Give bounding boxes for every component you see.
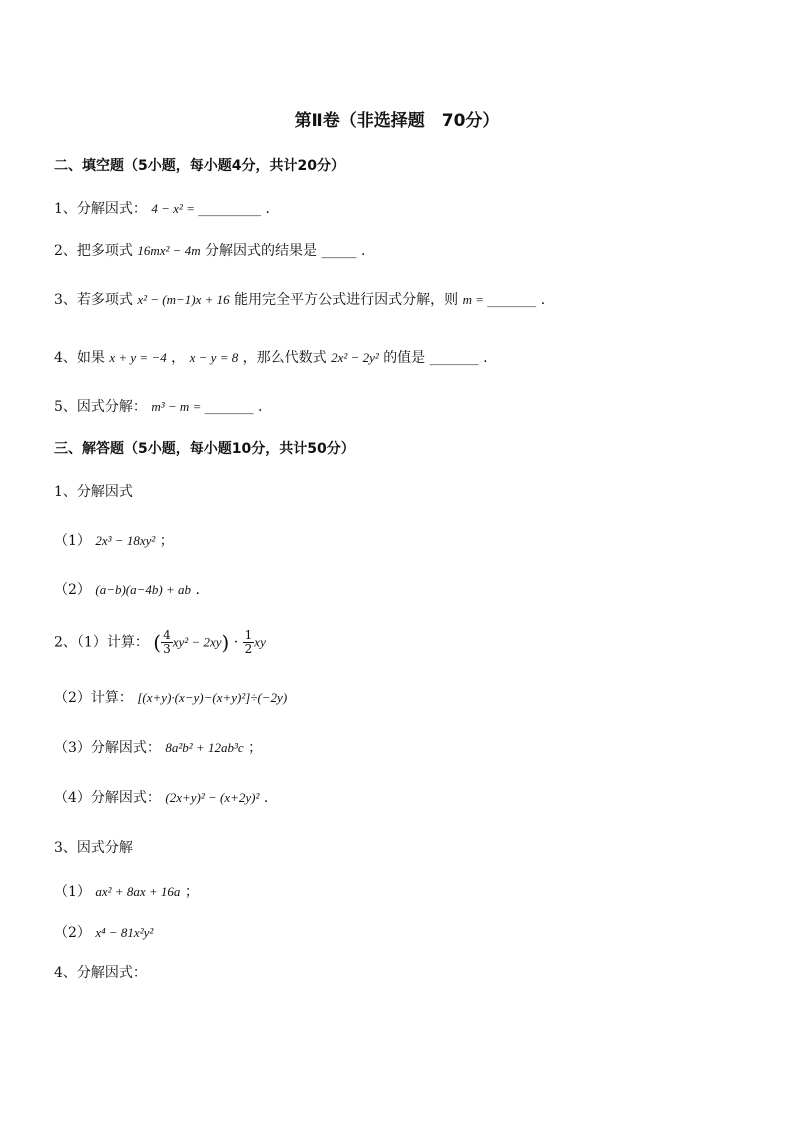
end-mark: ； bbox=[248, 740, 263, 756]
end-mark: . bbox=[195, 582, 200, 598]
left-paren: ( bbox=[153, 630, 162, 655]
part-label: （2） bbox=[54, 582, 91, 598]
end-mark: ； bbox=[159, 533, 174, 549]
fill-question-4 bbox=[54, 348, 488, 368]
q-text: 4、如果 bbox=[54, 350, 110, 366]
dot-operator: · bbox=[233, 634, 239, 651]
answer-question-3-part2 bbox=[54, 923, 153, 943]
end-mark: . bbox=[263, 790, 269, 806]
page-title: 第Ⅱ卷（非选择题 70分） bbox=[294, 111, 500, 131]
numerator: 1 bbox=[244, 628, 253, 642]
end-mark: . bbox=[265, 201, 270, 217]
math-expression: 2x³ − 18xy² bbox=[95, 533, 156, 548]
math-expression: x + y = −4 bbox=[109, 350, 167, 365]
q-text: ， bbox=[171, 350, 186, 366]
fill-question-5 bbox=[54, 397, 263, 417]
answer-question-2-part4 bbox=[54, 788, 268, 808]
section3-heading: 三、解答题（5小题，每小题10分，共计50分） bbox=[54, 441, 355, 457]
math-expression: m = bbox=[462, 292, 488, 307]
denominator: 2 bbox=[244, 642, 253, 656]
math-expression: x² − (m−1)x + 16 bbox=[137, 292, 230, 307]
q-label: 5、因式分解： bbox=[54, 399, 147, 415]
math-expression: 8a²b² + 12ab³c bbox=[165, 740, 244, 755]
fraction bbox=[161, 629, 173, 656]
answer-question-3-part1 bbox=[54, 882, 199, 902]
q-text: 的值是 bbox=[383, 350, 426, 366]
math-expression: (a−b)(a−4b) + ab bbox=[95, 582, 192, 597]
part-label: （4）分解因式： bbox=[54, 790, 161, 806]
answer-question-2-part2 bbox=[54, 688, 287, 708]
math-expression: 4 − x² = bbox=[151, 201, 199, 216]
fraction bbox=[243, 629, 255, 656]
math-expression: m³ − m = bbox=[151, 399, 205, 414]
answer-blank[interactable]: _______ bbox=[429, 350, 479, 366]
answer-question-2-part1 bbox=[54, 629, 266, 656]
answer-question-1-part1 bbox=[54, 531, 174, 551]
end-mark: . bbox=[360, 243, 366, 259]
fill-question-1 bbox=[54, 199, 270, 219]
end-mark: . bbox=[483, 350, 488, 366]
answer-question-2-part3 bbox=[54, 738, 262, 758]
math-expression: ax² + 8ax + 16a bbox=[95, 884, 181, 899]
end-mark: ； bbox=[184, 884, 199, 900]
answer-question-1-part2 bbox=[54, 580, 200, 600]
q-text: 分解因式的结果是 bbox=[205, 243, 322, 259]
math-expression: 16mx² − 4m bbox=[137, 243, 201, 258]
numerator: 4 bbox=[163, 628, 171, 642]
q-text: 3、若多项式 bbox=[54, 292, 138, 308]
math-expression: [(x+y)·(x−y)−(x+y)²]÷(−2y) bbox=[137, 690, 288, 705]
end-mark: . bbox=[540, 292, 546, 308]
answer-blank[interactable]: _________ bbox=[198, 201, 262, 217]
answer-question-1-label: 1、分解因式 bbox=[54, 484, 133, 500]
fill-question-3 bbox=[54, 290, 545, 310]
q-text: 2、把多项式 bbox=[54, 243, 138, 259]
answer-blank[interactable]: _____ bbox=[321, 243, 357, 259]
part-label: （1） bbox=[54, 884, 91, 900]
math-expression: xy bbox=[254, 634, 266, 650]
part-label: 2、（1）计算： bbox=[54, 634, 149, 651]
part-label: （3）分解因式： bbox=[54, 740, 161, 756]
answer-blank[interactable]: _______ bbox=[487, 292, 537, 308]
section2-heading: 二、填空题（5小题，每小题4分，共计20分） bbox=[54, 158, 345, 174]
math-expression: (2x+y)² − (x+2y)² bbox=[165, 790, 260, 805]
part-label: （2）计算： bbox=[54, 690, 133, 706]
math-expression: x⁴ − 81x²y² bbox=[95, 925, 154, 940]
math-expression: xy² − 2xy bbox=[172, 634, 222, 650]
end-mark: . bbox=[258, 399, 263, 415]
answer-blank[interactable]: _______ bbox=[204, 399, 254, 415]
q-text: 能用完全平方公式进行因式分解，则 bbox=[234, 292, 463, 308]
math-expression: 2x² − 2y² bbox=[331, 350, 379, 365]
q-label: 1、分解因式： bbox=[54, 201, 147, 217]
q-text: ，那么代数式 bbox=[242, 350, 332, 366]
part-label: （1） bbox=[54, 533, 91, 549]
fill-question-2 bbox=[54, 241, 365, 261]
answer-question-4-label: 4、分解因式： bbox=[54, 965, 147, 981]
math-expression: x − y = 8 bbox=[189, 350, 239, 365]
answer-question-3-label: 3、因式分解 bbox=[54, 840, 133, 856]
right-paren: ) bbox=[221, 630, 230, 655]
denominator: 3 bbox=[163, 642, 171, 656]
part-label: （2） bbox=[54, 925, 91, 941]
